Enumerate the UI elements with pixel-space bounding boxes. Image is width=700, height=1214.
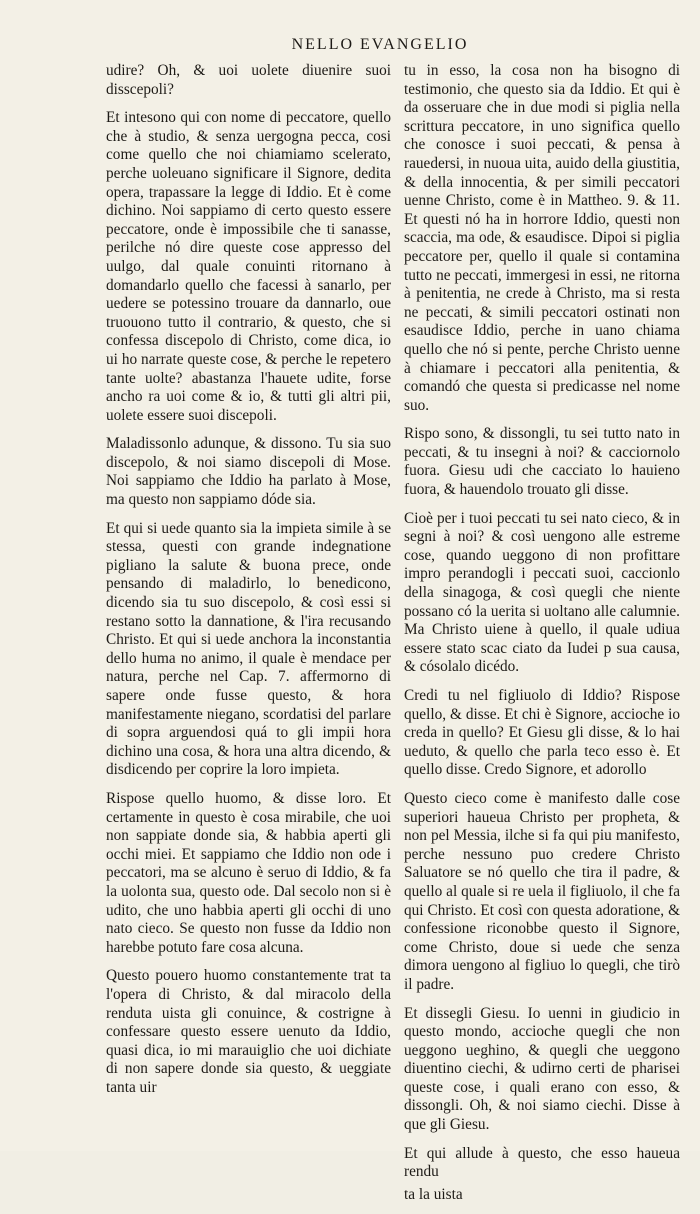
right-paragraph: Cioè per i tuoi peccati tu sei nato cieco, & in segni à noi? & così uengono alle estreme cose, quando ueggono di non profittare impro perandogli i peccati suoi, caccionlo della sinagoga, & così quegli che niente possano có la uerita si uoltano alle calumnie. Ma Christo uiene à quello, il quale udiua essere stato scac ciato da Iudei p sua causa, & cósolalo dicédo.: [404, 509, 680, 676]
left-paragraph: Et qui si uede quanto sia la impieta simile à se stessa, questi con grande indegnatione pigliano la salute & buona prece, onde pensando di maladirlo, lo benedicono, dicendo sia tu suo discepolo, & così essi si restano sotto la dannatione, & l'ira recusando Christo. Et qui si uede anchora la inconstantia dello huma no animo, il quale è mendace per natura, perche nel Cap. 7. affermorno di sapere onde fusse questo, & hora manifestamente niegano, scordatisi del parlare di sopra arguendosi quá to gli impii hora dichino una cosa, & hora una altra dicendo, & disdicendo per coprire la loro impieta.: [106, 519, 391, 779]
left-column: [106, 62, 391, 1107]
running-header-title: NELLO EVANGELIO: [291, 36, 469, 53]
right-paragraph: Et dissegli Giesu. Io uenni in giudicio in questo mondo, accioche quegli che non ueggono ueghino, & quegli che ueggono diuentino ciechi, & udirno certi de pharisei queste cose, i quali erano con esso, & dissongli. Oh, & noi siamo ciechi. Disse à que gli Giesu.: [404, 1004, 680, 1134]
left-paragraph: Et intesono qui con nome di peccatore, quello che à studio, & senza uergogna pecca, cosi come quello che noi chiamiamo scelerato, perche uoleuano significare il Signore, dedita opera, trapassare la legge di Iddio. Et è come dichino. Noi sappiamo di certo questo essere peccatore, onde è impossibile che ti sanasse, perilche nó dire queste cose appresso del uulgo, dal quale conuinti ritornano à domandarlo quello che facessi à sanarlo, per uedere se potessino trouare da dannarlo, oue truouono tutto il contrario, & questo, che si confessa discepolo di Christo, come dica, io ui ho narrate queste cose, & perche le repetero tante uolte? abastanza l'hauete udite, forse ancho ra uoi come & io, & tutti gli altri pii, uolete essere suoi discepoli.: [106, 109, 391, 424]
left-paragraph: Maladissonlo adunque, & dissono. Tu sia suo discepolo, & noi siamo discepoli di Mose. Noi sappiamo che Iddio ha parlato à Mose, ma questo non sappiamo dóde sia.: [106, 435, 391, 509]
running-header: [0, 36, 700, 54]
left-paragraph: Questo pouero huomo constantemente trat ta l'opera di Christo, & dal miracolo della renduta uista gli conuince, & costrigne à confessare questo essere uenuto da Iddio, quasi dica, io mi marauiglio che uoi dichiate di non sapere donde sia questo, & ueggiate tanta uir: [106, 967, 391, 1096]
right-paragraph-end: ta la uista: [404, 1185, 463, 1203]
right-paragraph: Questo cieco come è manifesto dalle cose superiori haueua Christo per propheta, & non pel Messia, ilche si fa qui piu manifesto, perche nessuno puo credere Christo Saluatore se nó quello che tira il padre, & quello al quale si re uela il figliuolo, il che fa qui Christo. Et così con questa adoratione, & confessione riconobbe questo il Signore, come Christo, doue si uede che senza dimora uengono al figliuo lo quegli, che tirò il padre.: [404, 789, 680, 993]
right-paragraph: Et qui allude à questo, che esso haueua rendu: [404, 1144, 680, 1181]
right-paragraph: Credi tu nel figliuolo di Iddio? Rispose quello, & disse. Et chi è Signore, accioche io creda in quello? Et Giesu gli disse, & lo hai ueduto, & quello che parla teco esso è. Et quello disse. Credo Signore, et adorollo: [404, 687, 680, 779]
left-paragraph: udire? Oh, & uoi uolete diuenire suoi disscepoli?: [106, 62, 391, 98]
right-paragraph: tu in esso, la cosa non ha bisogno di testimonio, che questo sia da Iddio. Et qui è da osseruare che in due modi si piglia nella scrittura peccatore, in uno significa quello che conosce i suoi peccati, & pensa à rauedersi, in nuoua uita, auido della giustitia, & della innocentia, & per simili peccatori uenne Christo, come è in Mattheo. 9. & 11. Et questi nó ha in horrore Iddio, questi non scaccia, ma ode, & esaudisce. Dipoi si piglia peccatore per, quello il quale si contamina tutto ne peccati, immergesi in essi, ne ritorna à penitentia, ne crede à Christo, ma si resta ne peccati, & simili peccatori ostinati non esaudisce Iddio, perche in uano chiama quello che nó si pente, perche Christo uenne à chiamare i peccatori alla penitentia, & comandó che questa si predicasse nel nome suo.: [404, 62, 680, 414]
right-column: [404, 62, 680, 1214]
left-paragraph: Rispose quello huomo, & disse loro. Et certamente in questo è cosa mirabile, che uoi non sappiate donde sia, & habbia aperti gli occhi miei. Et sappiamo che Iddio non ode i peccatori, ma se alcuno è seruo di Iddio, & fa la uolonta sua, questo ode. Dal secolo non si è udito, che uno habbia aperti gli occhi di uno nato cieco. Se questo non fusse da Iddio non harebbe potuto fare cosa alcuna.: [106, 789, 391, 956]
right-paragraph: Rispo sono, & dissongli, tu sei tutto nato in peccati, & tu insegni à noi? & cacciornolo fuora. Giesu udi che cacciato lo hauieno fuora, & hauendolo trouato gli disse.: [404, 425, 680, 499]
